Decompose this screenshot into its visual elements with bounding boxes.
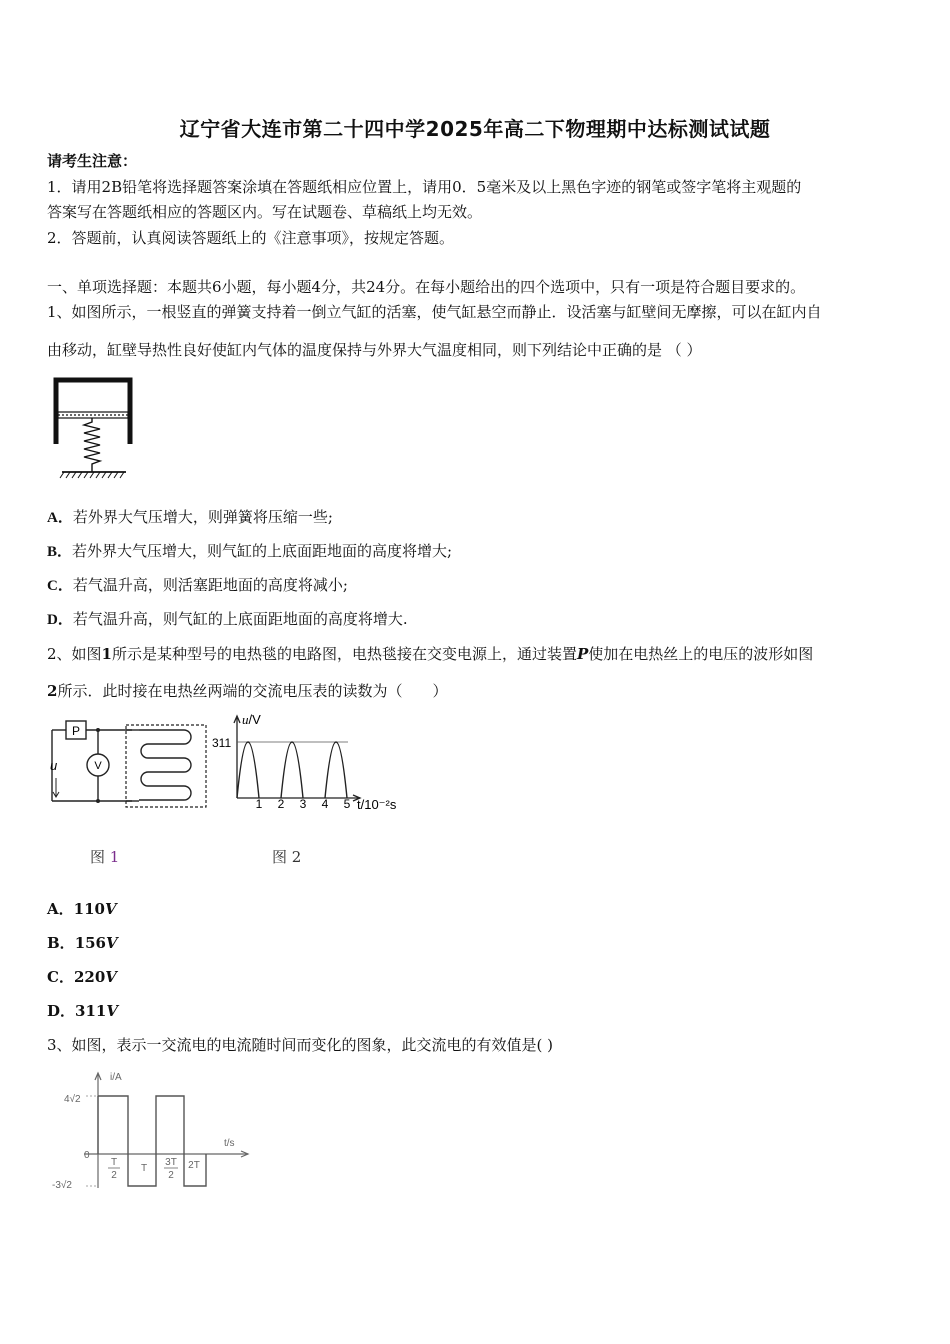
q1-cylinder-figure xyxy=(44,372,144,484)
y-axis-label: u/V xyxy=(242,712,261,727)
notice-heading: 请考生注意： xyxy=(47,152,138,170)
u-label: u xyxy=(50,758,58,773)
tick-label: 1 xyxy=(255,797,263,810)
notice-line1a: 1．请用2B铅笔将选择题答案涂填在答题纸相应位置上，请用0．5毫米及以上黑色字迹的钢笔或签字笔将主观题的 xyxy=(47,178,802,196)
heating-wire xyxy=(139,730,191,800)
x-axis-label: t/10⁻²s xyxy=(357,797,397,810)
q2-stem-line1: 2、如图1所示是某种型号的电热毯的电路图，电热毯接在交变电源上，通过装置P使加在电热丝上的电压的波形如图 xyxy=(47,645,814,663)
tick-label: 3 xyxy=(299,797,307,810)
q1-option-c[interactable]: C．若气温升高，则活塞距地面的高度将减小; xyxy=(47,576,348,594)
q3-bottom-label: -3√2 xyxy=(52,1180,72,1191)
wave-pulse-3 xyxy=(325,742,347,798)
q3-stem: 3、如图，表示一交流电的电流随时间而变化的图象，此交流电的有效值是( ) xyxy=(47,1036,554,1054)
q3-current-graph xyxy=(44,1068,256,1198)
q3-x-axis-label: t/s xyxy=(224,1138,235,1149)
q3-top-label: 4√2 xyxy=(64,1094,81,1105)
q1-option-b[interactable]: B．若外界大气压增大，则气缸的上底面距地面的高度将增大; xyxy=(47,542,453,560)
heater-box xyxy=(126,725,206,807)
tick-label: 2 xyxy=(277,797,285,810)
q2-option-b[interactable]: B．156V xyxy=(47,934,118,952)
q1-option-d[interactable]: D．若气温升高，则气缸的上底面距地面的高度将增大. xyxy=(47,610,408,628)
q2-stem-line2: 2所示．此时接在电热丝两端的交流电压表的读数为（ ） xyxy=(47,682,448,700)
q1-option-a[interactable]: A．若外界大气压增大，则弹簧将压缩一些; xyxy=(47,508,333,526)
q1-stem-line1: 1、如图所示，一根竖直的弹簧支持着一倒立气缸的活塞，使气缸悬空而静止．设活塞与缸壁间无摩擦，可以在缸内自 xyxy=(47,303,822,321)
q2-option-a[interactable]: A．110V xyxy=(47,900,117,918)
fig1-caption: 图 1 xyxy=(90,848,120,866)
q3-tick-half-num: T xyxy=(110,1157,118,1168)
q3-tick-2t: 2T xyxy=(188,1160,200,1171)
q3-tick-t: T xyxy=(140,1163,148,1174)
wave-pulse-1 xyxy=(237,742,259,798)
q2-option-d[interactable]: D．311V xyxy=(47,1002,118,1020)
q2-option-c[interactable]: C．220V xyxy=(47,968,117,986)
tick-label: 4 xyxy=(321,797,329,810)
q3-tick-half-den: 2 xyxy=(111,1170,117,1181)
tick-label: 5 xyxy=(343,797,351,810)
section-heading: 一、单项选择题：本题共6小题，每小题4分，共24分。在每小题给出的四个选项中，只有一项是符合题目要求的。 xyxy=(47,278,806,296)
p-device-label: P xyxy=(71,724,81,738)
q1-stem-line2: 由移动，缸壁导热性良好使缸内气体的温度保持与外界大气温度相同，则下列结论中正确的是 （ ） xyxy=(47,341,702,359)
q3-tick-3half-den: 2 xyxy=(168,1170,174,1181)
page-title: 辽宁省大连市第二十四中学2025年高二下物理期中达标测试试题 xyxy=(179,117,771,141)
q3-zero-label: 0 xyxy=(84,1150,90,1161)
wave-pulse-2 xyxy=(281,742,303,798)
notice-line2: 2．答题前，认真阅读答题纸上的《注意事项》，按规定答题。 xyxy=(47,229,455,247)
notice-line1b: 答案写在答题纸相应的答题区内。写在试题卷、草稿纸上均无效。 xyxy=(47,203,483,221)
q2-circuit-figure xyxy=(44,716,214,810)
peak-label: 311 xyxy=(212,736,232,750)
q2-waveform-figure xyxy=(210,710,410,810)
voltmeter-label: V xyxy=(94,760,102,772)
q3-y-axis-label: i/A xyxy=(110,1072,122,1083)
fig2-caption: 图 2 xyxy=(272,848,302,866)
q3-tick-3half-num: 3T xyxy=(165,1157,177,1168)
